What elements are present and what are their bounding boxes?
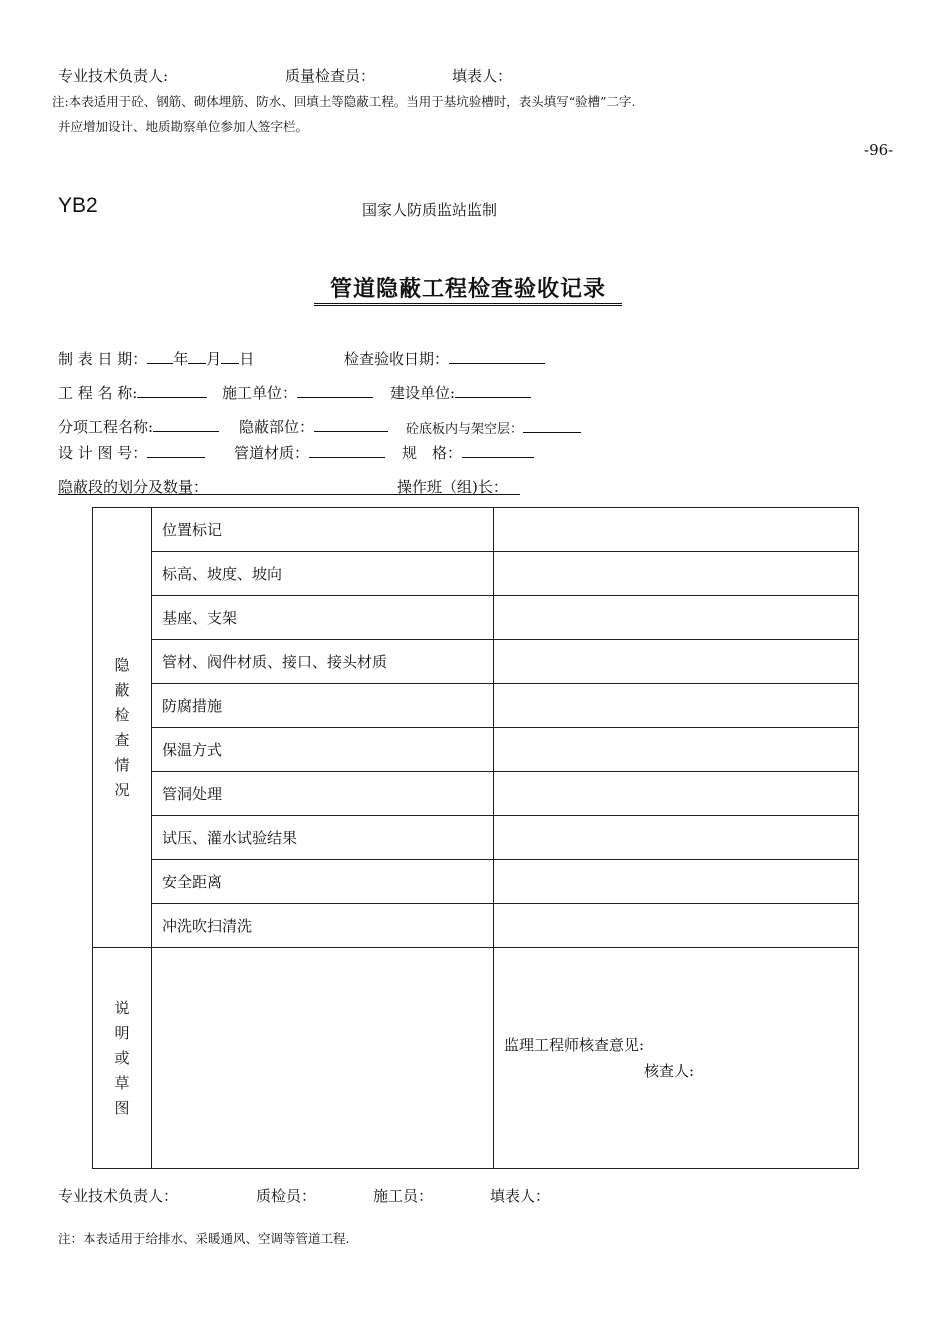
owner-blank[interactable] [455,383,531,398]
inspection-item-value[interactable] [494,904,859,948]
description-group-char: 草 [114,1073,130,1092]
sub-project-blank[interactable] [153,417,219,432]
spec-blank[interactable] [462,443,534,458]
page-number: -96- [864,141,894,159]
inspection-item-label: 保温方式 [152,728,494,772]
inspection-item-label: 基座、支架 [152,596,494,640]
drawing-no-label: 设 计 图 号： [58,444,148,462]
inspection-item-label: 试压、灌水试验结果 [152,816,494,860]
inspect-date-label: 检查验收日期： [344,350,450,368]
inspection-item-value[interactable] [494,728,859,772]
table-row [93,552,859,596]
slab-blank[interactable] [523,418,581,433]
inspection-group-char: 隐 [114,655,130,674]
prev-quality-inspector-label: 质量检查员： [285,67,376,85]
drawing-no-blank[interactable] [147,443,205,458]
inspection-item-value[interactable] [494,596,859,640]
footer-builder-label: 施工员： [373,1187,434,1205]
make-date-label: 制 表 日 期： [58,350,148,368]
table-row [93,684,859,728]
day-blank[interactable] [221,349,239,364]
footer-tech-lead-label: 专业技术负责人： [58,1187,179,1205]
inspection-table [92,507,859,1169]
reviewer-label: 核查人: [644,1062,695,1080]
inspection-item-label: 位置标记 [152,508,494,552]
inspection-item-value[interactable] [494,772,859,816]
inspection-group-char: 情 [114,755,130,774]
inspection-item-value[interactable] [494,552,859,596]
footer-inspector-label: 质检员： [256,1187,317,1205]
contractor-blank[interactable] [297,383,373,398]
inspection-item-value[interactable] [494,640,859,684]
pipe-material-field [234,442,385,463]
footer-form-filler-label: 填表人： [490,1187,551,1205]
project-name-label: 工 程 名 称: [58,384,138,402]
year-label: 年 [173,350,189,368]
inspection-item-label: 标高、坡度、坡向 [152,552,494,596]
division-field [58,476,520,495]
owner-field [390,382,531,403]
project-name-blank[interactable] [137,383,207,398]
inspection-item-value[interactable] [494,860,859,904]
footer-note: 注：本表适用于给排水、采暖通风、空调等管道工程. [58,1231,350,1246]
table-row [93,596,859,640]
inspection-item-label: 冲洗吹扫清洗 [152,904,494,948]
inspection-group-char: 况 [114,780,130,799]
inspection-group-label [93,508,152,948]
inspection-item-label: 管材、阀件材质、接口、接头材质 [152,640,494,684]
spec-label: 规 格： [402,444,463,462]
prev-form-filler-label: 填表人： [452,67,513,85]
table-row [93,904,859,948]
project-name-field [58,382,207,403]
pipe-material-blank[interactable] [309,443,385,458]
owner-label: 建设单位: [390,384,456,402]
prev-tech-lead-label: 专业技术负责人: [58,67,169,85]
drawing-no-field [58,442,205,463]
description-group-char: 图 [114,1098,130,1117]
sub-project-label: 分项工程名称: [58,418,154,436]
description-group-char: 明 [114,1023,130,1042]
hidden-part-label: 隐蔽部位： [239,418,315,436]
month-label: 月 [206,350,222,368]
page-title-wrap [314,272,622,303]
sketch-area[interactable] [152,948,494,1169]
year-blank[interactable] [147,349,173,364]
crew-leader-label: 操作班（组)长： [397,478,508,496]
inspection-group-char: 检 [114,705,130,724]
make-date-field [58,348,254,369]
supervisor-opinion-label: 监理工程师核查意见: [504,1036,645,1054]
description-group-char: 说 [114,998,130,1017]
division-label: 隐蔽段的划分及数量： [58,478,209,496]
month-blank[interactable] [188,349,206,364]
slab-field [406,418,581,437]
contractor-label: 施工单位： [222,384,298,402]
inspection-group-char: 蔽 [114,680,130,699]
slab-label: 砼底板内与架空层： [406,422,524,437]
inspection-item-value[interactable] [494,684,859,728]
form-code: YB2 [58,194,98,217]
pipe-material-label: 管道材质： [234,444,310,462]
supervisor-review-cell[interactable] [494,948,859,1169]
sub-project-field [58,416,219,437]
inspection-item-value[interactable] [494,816,859,860]
spec-field [402,442,534,463]
inspection-item-value[interactable] [494,508,859,552]
inspect-date-blank[interactable] [449,349,545,364]
issuer: 国家人防质监站监制 [362,201,498,219]
description-group-label [93,948,152,1169]
description-group-char: 或 [114,1048,130,1067]
table-row [93,816,859,860]
page-title: 管道隐蔽工程检查验收记录 [314,277,622,306]
description-row [93,948,859,1169]
table-row [93,728,859,772]
table-row [93,508,859,552]
hidden-part-field [239,416,388,437]
hidden-part-blank[interactable] [314,417,388,432]
day-label: 日 [239,350,255,368]
inspection-group-char: 查 [114,730,130,749]
contractor-field [222,382,373,403]
inspection-item-label: 安全距离 [152,860,494,904]
inspection-item-label: 管洞处理 [152,772,494,816]
inspect-date-field [344,348,545,369]
prev-note-line-1: 注:本表适用于砼、钢筋、砌体埋筋、防水、回填土等隐蔽工程。当用于基坑验槽时，表头填写“验槽”二字. [52,94,636,109]
inspection-item-label: 防腐措施 [152,684,494,728]
table-row [93,860,859,904]
prev-note-line-2: 并应增加设计、地质勘察单位参加人签字栏。 [58,119,309,134]
table-row [93,772,859,816]
table-row [93,640,859,684]
